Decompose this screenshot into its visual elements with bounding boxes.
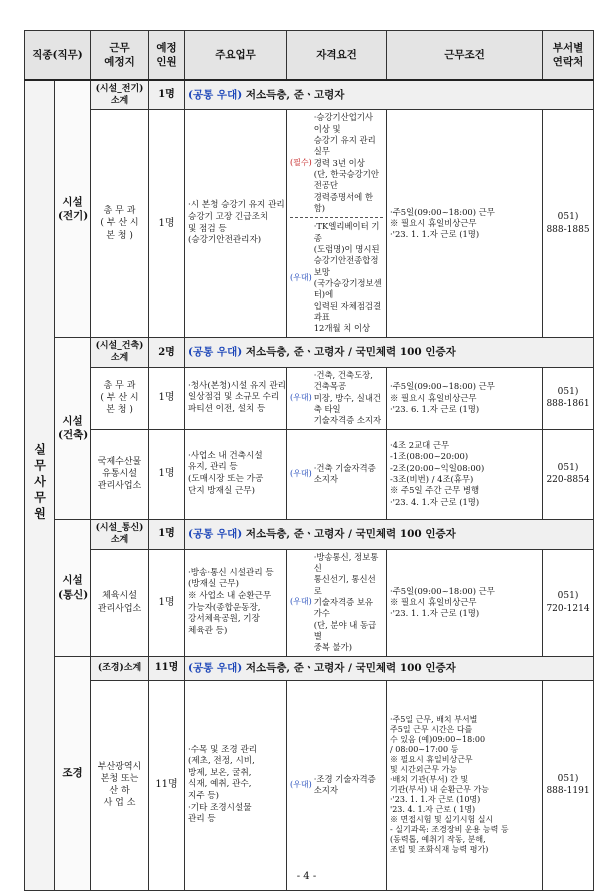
arch-common-pref: (공통 우대) 저소득층, 준ㆍ고령자 / 국민체력 100 인증자 <box>185 337 594 367</box>
elec-place: 총 무 과 ( 부 산 시 본 청 ) <box>91 110 149 338</box>
elec-duty: ·시 본청 승강기 유지 관리 승강기 고장 긴급조치 및 점검 등 (승강기안전관리자) <box>185 110 287 338</box>
land-cond: ·주5일 근무, 배치 부서별 주5일 근무 시간은 다를 수 있음 (예)09:00~18:00 / 08:00~17:00 등 ※ 필요시 휴일비상근무 및 시간외근무 가능 ·배치 기관(부서) 간 및 기관(부서) 내 순환근무 가능 ·'23. 1. 1.자 근로 (10명) '23. 4. 1.자 근로 ( 1명) ※ 면접시험 및 실기시험 실시 - 실기과목: 조경장비 운용 능력 등 (동력톱, 예취기 작동, 분해, 조립 및 조화식재 능력 평가) <box>387 680 543 890</box>
land-place: 부산광역시 본청 또는 산 하 사 업 소 <box>91 680 149 890</box>
cat-elec: 시설 (전기) <box>55 80 91 337</box>
arch-place-2: 국제수산물 유통시설 관리사업소 <box>91 429 149 519</box>
header-count: 예정 인원 <box>149 31 185 81</box>
comm-qual: (우대) ·방송통신, 정보통신 통신선기, 통신선로 기술자격증 보유 가수 (단, 분야 내 동급별 중복 불가) <box>287 549 387 656</box>
land-count: 11명 <box>149 680 185 890</box>
arch-place-1: 총 무 과 ( 부 산 시 본 청 ) <box>91 367 149 429</box>
arch-row-1 <box>25 367 594 429</box>
arch-subtotal-row <box>25 337 594 367</box>
elec-subtotal-count: 1명 <box>149 80 185 110</box>
elec-row <box>25 110 594 338</box>
comm-subtotal-row <box>25 519 594 549</box>
header-place: 근무 예정지 <box>91 31 149 81</box>
comm-subtotal-count: 1명 <box>149 519 185 549</box>
arch-row-2 <box>25 429 594 519</box>
elec-cond: ·주5일(09:00~18:00) 근무 ※ 필요시 휴일비상근무 ·'23. 1. 1.자 근로 (1명) <box>387 110 543 338</box>
header-cond: 근무조건 <box>387 31 543 81</box>
page-number: - 4 - <box>296 871 317 882</box>
header-duty: 주요업무 <box>185 31 287 81</box>
comm-common-pref: (공통 우대) 저소득층, 준ㆍ고령자 / 국민체력 100 인증자 <box>185 519 594 549</box>
land-subtotal-label: (조경)소계 <box>91 656 149 680</box>
land-duty: ·수목 및 조경 관리 (제초, 전정, 시비, 방제, 보온, 굴취, 식재, 예취, 관수, 지주 등) ·기타 조경시설물 관리 등 <box>185 680 287 890</box>
header-row <box>25 31 594 81</box>
land-common-pref: (공통 우대) 저소득층, 준ㆍ고령자 / 국민체력 100 인증자 <box>185 656 594 680</box>
comm-cond: ·주5일(09:00~18:00) 근무 ※ 필요시 휴일비상근무 ·'23. 1. 1.자 근로 (1명) <box>387 549 543 656</box>
header-job: 직종(직무) <box>25 31 91 81</box>
header-qual: 자격요건 <box>287 31 387 81</box>
arch-duty-1: ·청사(본청)시설 유지 관리 일상점검 및 소규모 수리 파티션 이전, 설치 등 <box>185 367 287 429</box>
elec-qual: (필수) ·승강기산업기사 이상 및 승강기 유지 관리 실무 경력 3년 이상 (단, 한국승강기안전공단 경력증명서에 한함) (우대) ·TK엘리베이터 기종 (도럼명)이 명시된 승강기안전종합정보망 (국가승강기정보센터)에 입력된 자체점검결과표 12개월 치 이상 <box>287 110 387 338</box>
arch-qual-1: (우대) ·건축, 건축도장, 건축목공 미장, 방수, 실내건축 타일 기술자격증 소지자 <box>287 367 387 429</box>
header-contact: 부서별 연락처 <box>543 31 594 81</box>
comm-duty: ·방송·통신 시설관리 등 (방재실 근무) ※ 사업소 내 순환근무 가능자(종합운동장, 강서체육공원, 기장 체육관 등) <box>185 549 287 656</box>
arch-duty-2: ·사업소 내 건축시설 유지, 관리 등 (도매시장 또는 가공 단지 방재실 근무) <box>185 429 287 519</box>
arch-qual-2: (우대) ·건축 기술자격증 소지자 <box>287 429 387 519</box>
pref-tag: (우대) <box>290 272 312 282</box>
arch-cond-2: ·4조 2교대 근무 -1조(08:00~20:00) -2조(20:00~익일08:00) -3조(비번) / 4조(휴무) ※ 주5일 주간 근무 병행 ·'23. 4. 1.자 근로 (1명) <box>387 429 543 519</box>
arch-count-1: 1명 <box>149 367 185 429</box>
arch-subtotal-count: 2명 <box>149 337 185 367</box>
land-subtotal-row <box>25 656 594 680</box>
elec-subtotal-label: (시설_전기) 소계 <box>91 80 149 110</box>
arch-cond-1: ·주5일(09:00~18:00) 근무 ※ 필요시 휴일비상근무 ·'23. 6. 1.자 근로 (1명) <box>387 367 543 429</box>
recruitment-table <box>24 30 594 891</box>
land-row <box>25 680 594 890</box>
cat-land: 조경 <box>55 656 91 890</box>
arch-contact-1: 051) 888-1861 <box>543 367 594 429</box>
arch-count-2: 1명 <box>149 429 185 519</box>
cat-arch: 시설 (건축) <box>55 337 91 519</box>
elec-contact: 051) 888-1885 <box>543 110 594 338</box>
job-type-cell: 실무사무원 <box>25 80 55 890</box>
elec-count: 1명 <box>149 110 185 338</box>
land-qual: (우대) ·조경 기술자격증 소지자 <box>287 680 387 890</box>
comm-subtotal-label: (시설_통신) 소계 <box>91 519 149 549</box>
land-subtotal-count: 11명 <box>149 656 185 680</box>
land-contact: 051) 888-1191 <box>543 680 594 890</box>
elec-subtotal-row <box>25 80 594 110</box>
comm-row <box>25 549 594 656</box>
required-tag: (필수) <box>290 157 312 167</box>
arch-subtotal-label: (시설_건축) 소계 <box>91 337 149 367</box>
cat-comm: 시설 (통신) <box>55 519 91 656</box>
comm-count: 1명 <box>149 549 185 656</box>
comm-contact: 051) 720-1214 <box>543 549 594 656</box>
arch-contact-2: 051) 220-8854 <box>543 429 594 519</box>
comm-place: 체육시설 관리사업소 <box>91 549 149 656</box>
elec-common-pref: (공통 우대) 저소득층, 준ㆍ고령자 <box>185 80 594 110</box>
